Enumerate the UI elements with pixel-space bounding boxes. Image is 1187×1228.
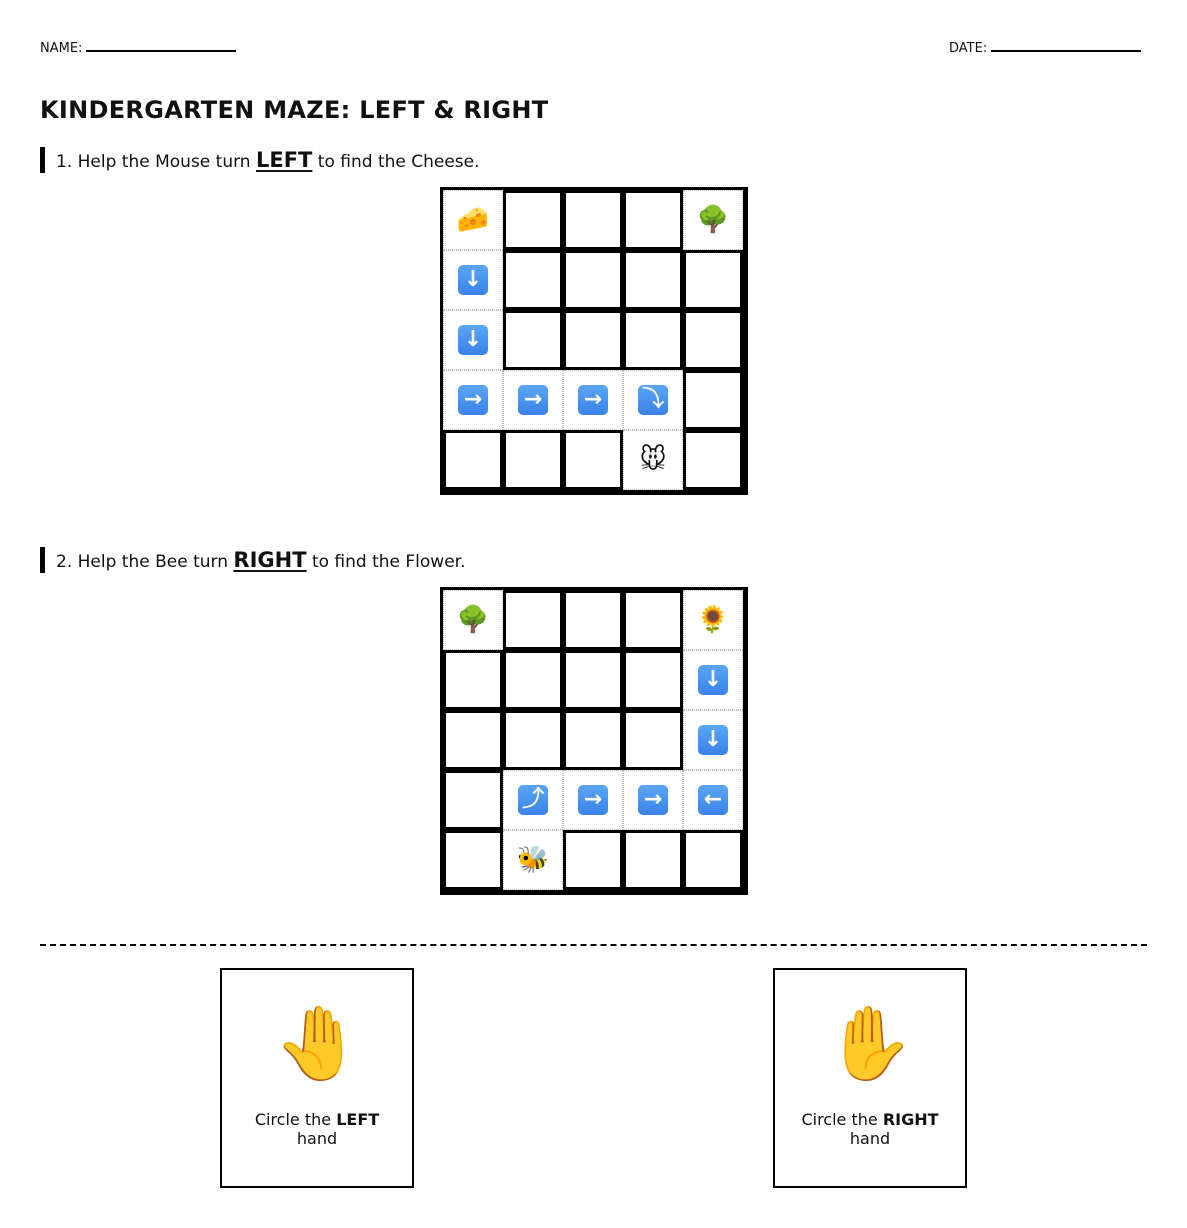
arrow-curve-down-icon: ⤵ <box>638 385 668 415</box>
arrow-curve-up-icon: ⤴ <box>518 785 548 815</box>
maze-path-cell[interactable] <box>683 770 743 830</box>
maze-wall-cell <box>506 253 560 307</box>
maze-wall-cell <box>446 433 500 487</box>
tree-icon: 🌳 <box>456 605 490 635</box>
question-keyword: LEFT <box>255 148 313 172</box>
caption-prefix: Circle the <box>254 1110 332 1129</box>
maze-wall-cell <box>446 713 500 767</box>
cut-line-divider <box>40 944 1147 946</box>
maze-path-cell[interactable] <box>563 770 623 830</box>
maze-wall-cell <box>506 313 560 367</box>
maze-wall-cell <box>566 593 620 647</box>
question-suffix: to find the Cheese. <box>317 152 480 172</box>
maze-wall-cell <box>626 193 680 247</box>
maze-wall-cell <box>626 593 680 647</box>
maze-path-cell[interactable] <box>563 370 623 430</box>
maze-wall-cell <box>566 833 620 887</box>
maze-wall-cell <box>566 253 620 307</box>
maze-wall-cell <box>626 253 680 307</box>
maze-path-cell[interactable] <box>683 190 743 250</box>
maze-wall-cell <box>686 373 740 427</box>
maze-path-cell[interactable] <box>683 650 743 710</box>
maze-wall-cell <box>626 713 680 767</box>
question-1 <box>40 147 480 173</box>
bee-icon: 🐝 <box>516 845 550 875</box>
caption-prefix: Circle the <box>801 1110 878 1129</box>
question-prefix: Help the Bee turn <box>77 552 228 572</box>
arrow-right-icon: → <box>578 385 608 415</box>
maze-wall-cell <box>566 713 620 767</box>
date-field <box>949 40 1141 56</box>
maze-wall-cell <box>446 653 500 707</box>
question-number: 2. <box>56 552 73 572</box>
maze-path-cell[interactable] <box>503 370 563 430</box>
raised-hand-icon[interactable]: ✋ <box>825 1001 915 1085</box>
maze-wall-cell <box>566 313 620 367</box>
arrow-right-icon: → <box>638 785 668 815</box>
question-prefix: Help the Mouse turn <box>77 152 251 172</box>
maze-wall-cell <box>626 313 680 367</box>
maze-wall-cell <box>566 653 620 707</box>
maze-wall-cell <box>506 593 560 647</box>
arrow-right-icon: → <box>578 785 608 815</box>
mouse-icon: 🐭 <box>639 445 667 475</box>
question-suffix: to find the Flower. <box>311 552 466 572</box>
maze-wall-cell <box>566 193 620 247</box>
maze-path-cell[interactable] <box>443 590 503 650</box>
name-blank-line[interactable] <box>86 40 236 52</box>
question-keyword: RIGHT <box>233 548 307 572</box>
tree-icon: 🌳 <box>696 205 730 235</box>
caption-suffix: hand <box>296 1129 338 1148</box>
name-field <box>40 40 236 56</box>
caption-suffix: hand <box>849 1129 891 1148</box>
arrow-right-icon: → <box>518 385 548 415</box>
hand-caption <box>222 1110 412 1148</box>
cheese-icon: 🧀 <box>456 205 490 235</box>
page-title: KINDERGARTEN MAZE: LEFT & RIGHT <box>40 96 549 124</box>
maze-wall-cell <box>566 433 620 487</box>
caption-keyword: LEFT <box>336 1110 380 1129</box>
raised-hand-icon[interactable]: ✋ <box>272 1001 362 1085</box>
maze-path-cell[interactable] <box>443 250 503 310</box>
maze-path-cell[interactable] <box>683 590 743 650</box>
date-label: DATE: <box>949 41 988 56</box>
maze-wall-cell <box>506 653 560 707</box>
date-blank-line[interactable] <box>991 40 1141 52</box>
maze-path-cell[interactable] <box>443 310 503 370</box>
maze-wall-cell <box>446 833 500 887</box>
maze-path-cell[interactable] <box>503 830 563 890</box>
maze-wall-cell <box>626 833 680 887</box>
question-number: 1. <box>56 152 73 172</box>
maze-wall-cell <box>446 773 500 827</box>
maze-wall-cell <box>686 433 740 487</box>
sunflower-icon: 🌻 <box>696 605 730 635</box>
arrow-down-icon: ↓ <box>458 265 488 295</box>
maze-bee-flower <box>440 587 748 895</box>
maze-path-cell[interactable] <box>443 190 503 250</box>
maze-wall-cell <box>686 253 740 307</box>
maze-wall-cell <box>626 653 680 707</box>
arrow-right-icon: → <box>458 385 488 415</box>
hand-caption <box>775 1110 965 1148</box>
arrow-down-icon: ↓ <box>698 665 728 695</box>
maze-wall-cell <box>506 193 560 247</box>
arrow-left-icon: ← <box>698 785 728 815</box>
maze-path-cell[interactable] <box>623 370 683 430</box>
left-hand-card[interactable] <box>220 968 414 1188</box>
maze-path-cell[interactable] <box>683 710 743 770</box>
maze-wall-cell <box>506 713 560 767</box>
maze-mouse-cheese <box>440 187 748 495</box>
maze-path-cell[interactable] <box>623 430 683 490</box>
name-label: NAME: <box>40 41 83 56</box>
maze-path-cell[interactable] <box>443 370 503 430</box>
maze-path-cell[interactable] <box>503 770 563 830</box>
maze-wall-cell <box>686 833 740 887</box>
caption-keyword: RIGHT <box>882 1110 939 1129</box>
right-hand-card[interactable] <box>773 968 967 1188</box>
question-2 <box>40 547 466 573</box>
maze-wall-cell <box>686 313 740 367</box>
maze-path-cell[interactable] <box>623 770 683 830</box>
arrow-down-icon: ↓ <box>458 325 488 355</box>
arrow-down-icon: ↓ <box>698 725 728 755</box>
maze-wall-cell <box>506 433 560 487</box>
